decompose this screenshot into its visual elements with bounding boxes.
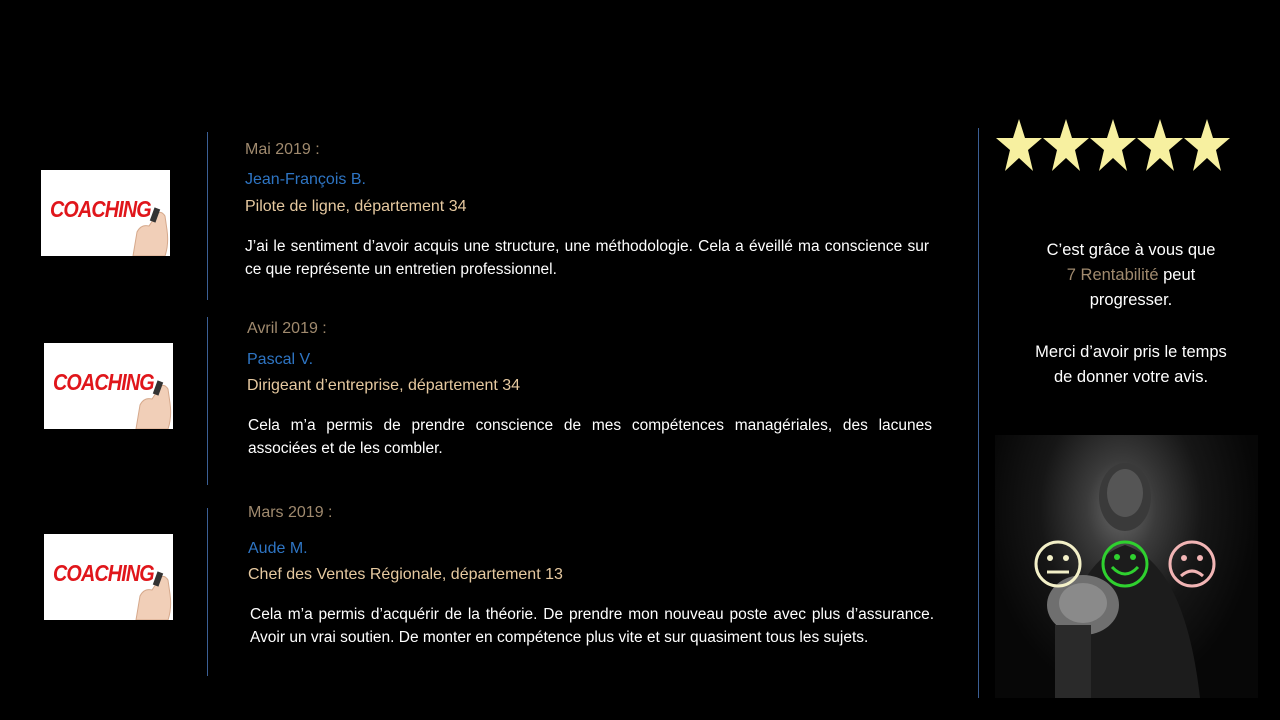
- thanks-line-2-suffix: peut: [1158, 266, 1196, 284]
- hand-marker-icon: [44, 534, 173, 620]
- thanks-line-3: progresser.: [1089, 291, 1173, 309]
- coaching-word: COACHING: [53, 369, 154, 395]
- coaching-image: [41, 170, 170, 256]
- pointing-man-photo: [995, 435, 1258, 698]
- hand-marker-icon: [41, 170, 170, 256]
- neutral-face-icon[interactable]: [1033, 539, 1083, 589]
- feedback-line-1: Merci d’avoir pris le temps: [1035, 343, 1227, 361]
- star-icon: [996, 117, 1042, 173]
- coaching-word: COACHING: [53, 560, 154, 586]
- testimonial-date: Avril 2019 :: [247, 320, 327, 337]
- star-icon: [1043, 117, 1089, 173]
- feedback-line-2: de donner votre avis.: [1053, 368, 1209, 386]
- hand-marker-icon: [44, 343, 173, 429]
- brand-name: 7 Rentabilité: [1066, 266, 1159, 284]
- star-icon: [1090, 117, 1136, 173]
- divider-line: [207, 132, 208, 300]
- testimonial-quote: Cela m’a permis d’acquérir de la théorie. De prendre mon nouveau poste avec plus d’assurance. Avoir un vrai soutien. De monter en compétence plus vite et sur quasiment tous les sujets.: [250, 606, 934, 646]
- thanks-line-1: C’est grâce à vous que: [1046, 241, 1216, 259]
- star-icon: [1137, 117, 1183, 173]
- testimonial-name: Jean-François B.: [245, 171, 366, 188]
- feedback-message: [1000, 340, 1262, 390]
- divider-line: [207, 317, 208, 485]
- happy-face-icon[interactable]: [1100, 539, 1150, 589]
- coaching-word: COACHING: [50, 196, 151, 222]
- testimonial-date: Mars 2019 :: [248, 504, 333, 521]
- testimonial-quote: J’ai le sentiment d’avoir acquis une structure, une méthodologie. Cela a éveillé ma conscience sur ce que représente un entretien professionnel.: [245, 238, 929, 278]
- sidebar-divider: [978, 128, 979, 698]
- thanks-message: [1000, 238, 1262, 313]
- testimonial-role: Dirigeant d’entreprise, département 34: [247, 377, 521, 394]
- rating-stars: [996, 117, 1230, 173]
- testimonial-quote: Cela m’a permis de prendre conscience de mes compétences managériales, des lacunes associées et de les combler.: [248, 417, 932, 457]
- coaching-image: [44, 534, 173, 620]
- testimonial-role: Chef des Ventes Régionale, département 13: [248, 566, 563, 583]
- thanks-line-2: [1000, 263, 1262, 288]
- divider-line: [207, 508, 208, 676]
- star-icon: [1184, 117, 1230, 173]
- testimonial-date: Mai 2019 :: [245, 141, 320, 158]
- testimonial-name: Pascal V.: [247, 351, 314, 368]
- coaching-image: [44, 343, 173, 429]
- testimonial-name: Aude M.: [248, 540, 308, 557]
- sad-face-icon[interactable]: [1167, 539, 1217, 589]
- testimonial-role: Pilote de ligne, département 34: [245, 198, 467, 215]
